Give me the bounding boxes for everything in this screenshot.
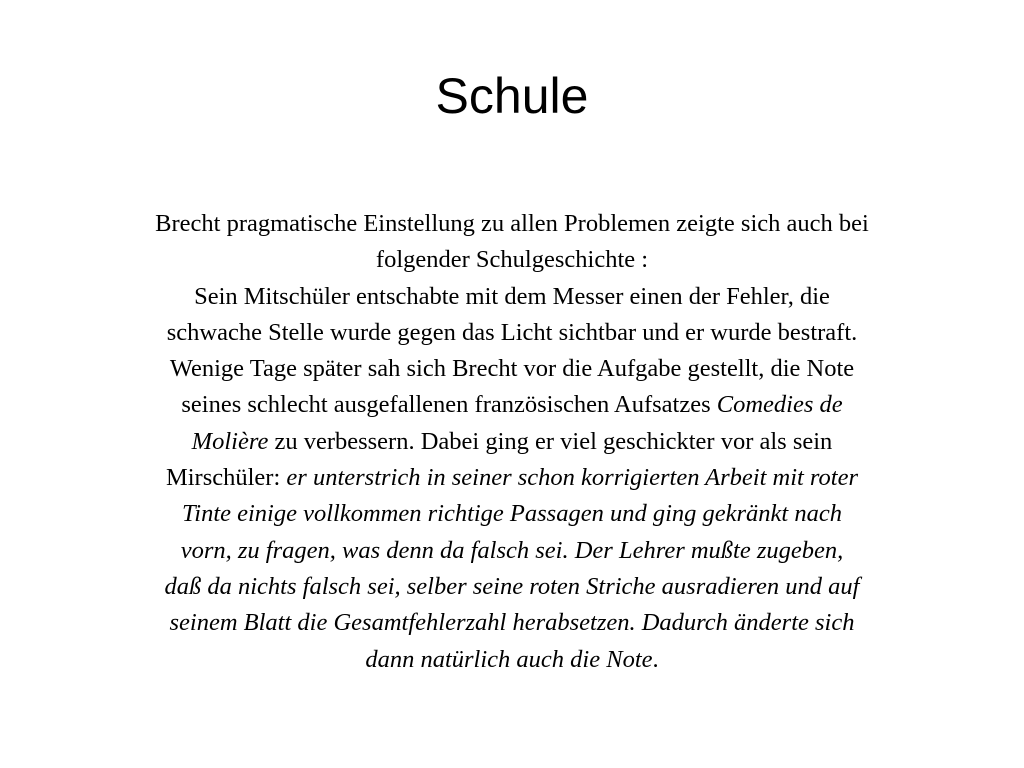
text-line [50, 424, 974, 460]
text-line [50, 533, 974, 569]
text-line [50, 387, 974, 423]
text-line [50, 206, 974, 242]
text-line [50, 351, 974, 387]
text-run-italic: er unterstrich in seiner schon korrigierten Arbeit mit roter [286, 464, 859, 492]
text-run: Brecht pragmatische Einstellung zu allen Problemen zeigte sich auch bei [155, 210, 869, 237]
text-line [50, 569, 974, 605]
text-run-italic: seinem Blatt die Gesamtfehlerzahl herabsetzen. Dadurch änderte sich [169, 609, 855, 637]
text-run: schwache Stelle wurde gegen das Licht sichtbar und er wurde bestraft. [166, 318, 858, 346]
slide-title: Schule [435, 68, 589, 124]
text-line [50, 496, 974, 532]
text-run: folgender Schulgeschichte : [375, 246, 649, 274]
text-line [50, 460, 974, 496]
text-run-italic: dann natürlich auch die Note [365, 645, 653, 673]
slide-body-text [50, 206, 974, 678]
text-line [50, 242, 974, 278]
text-run: zu verbessern. Dabei ging er viel geschickter vor als sein [268, 427, 833, 455]
text-line [50, 279, 974, 315]
text-run: seines schlecht ausgefallenen französischen Aufsatzes [181, 391, 717, 419]
text-run-italic: daß da nichts falsch sei, selber seine roten Striche ausradieren und auf [164, 572, 860, 600]
text-line [50, 315, 974, 351]
text-run-italic: Tinte einige vollkommen richtige Passagen und ging gekränkt nach [181, 500, 842, 528]
text-run-italic: vorn, zu fragen, was denn da falsch sei. Der Lehrer mußte zugeben, [180, 536, 844, 564]
text-run: Wenige Tage später sah sich Brecht vor die Aufgabe gestellt, die Note [169, 355, 855, 383]
text-line [50, 642, 974, 678]
text-run-italic: Molière [191, 427, 269, 455]
text-line [50, 605, 974, 641]
text-run-italic: Comedies de [716, 391, 843, 419]
text-run: Mirschüler: [165, 464, 287, 492]
text-run: . [652, 645, 659, 673]
text-run: Sein Mitschüler entschabte mit dem Messer einen der Fehler, die [194, 282, 830, 310]
